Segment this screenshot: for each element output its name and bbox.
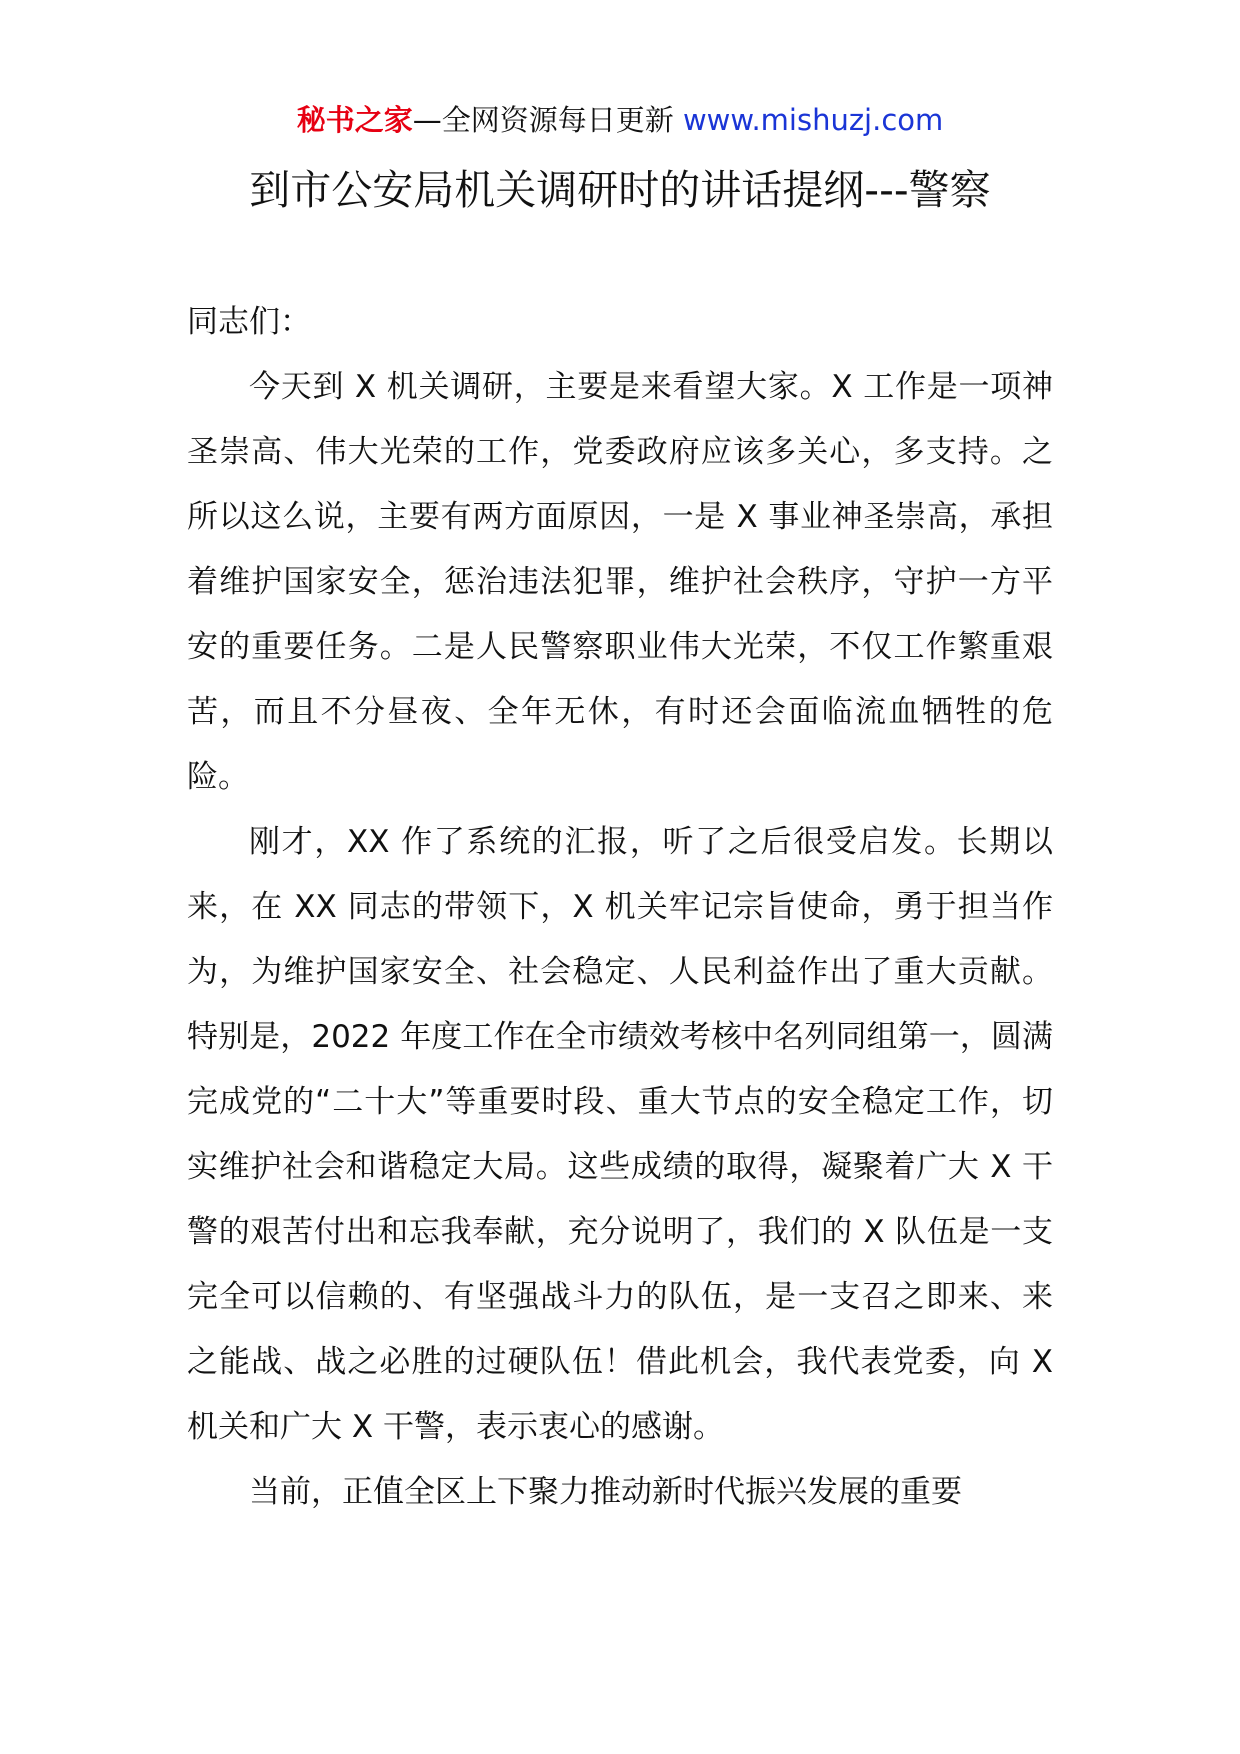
site-url-link[interactable]: www.mishuzj.com [682,103,944,137]
site-header [0,98,1240,142]
document-title: 到市公安局机关调研时的讲话提纲---警察 [249,166,991,214]
salutation: 同志们： [187,304,311,340]
paragraph: 今天到 X 机关调研，主要是来看望大家。X 工作是一项神圣崇高、伟大光荣的工作，党委政府应该多关心，多支持。之所以这么说，主要有两方面原因，一是 X 事业神圣崇高，承担着维护国家安全，惩治违法犯罪，维护社会秩序，守护一方平安的重要任务。二是人民警察职业伟大光荣，不仅工作繁重艰苦，而且不分昼夜、全年无休，有时还会面临流血牺牲的危险。 [187,369,1053,795]
document-body [187,290,1053,1525]
header-tagline: —全网资源每日更新 [412,103,674,137]
paragraph: 刚才，XX 作了系统的汇报，听了之后很受启发。长期以来，在 XX 同志的带领下，X 机关牢记宗旨使命，勇于担当作为，为维护国家安全、社会稳定、人民利益作出了重大贡献。特别是，2022 年度工作在全市绩效考核中名列同组第一，圆满完成党的“二十大”等重要时段、重大节点的安全稳定工作，切实维护社会和谐稳定大局。这些成绩的取得，凝聚着广大 X 干警的艰苦付出和忘我奉献，充分说明了，我们的 X 队伍是一支完全可以信赖的、有坚强战斗力的队伍，是一支召之即来、来之能战、战之必胜的过硬队伍！借此机会，我代表党委，向 X 机关和广大 X 干警，表示衷心的感谢。 [187,824,1053,1445]
paragraph: 当前，正值全区上下聚力推动新时代振兴发展的重要 [249,1474,962,1510]
brand-name: 秘书之家 [296,103,413,137]
